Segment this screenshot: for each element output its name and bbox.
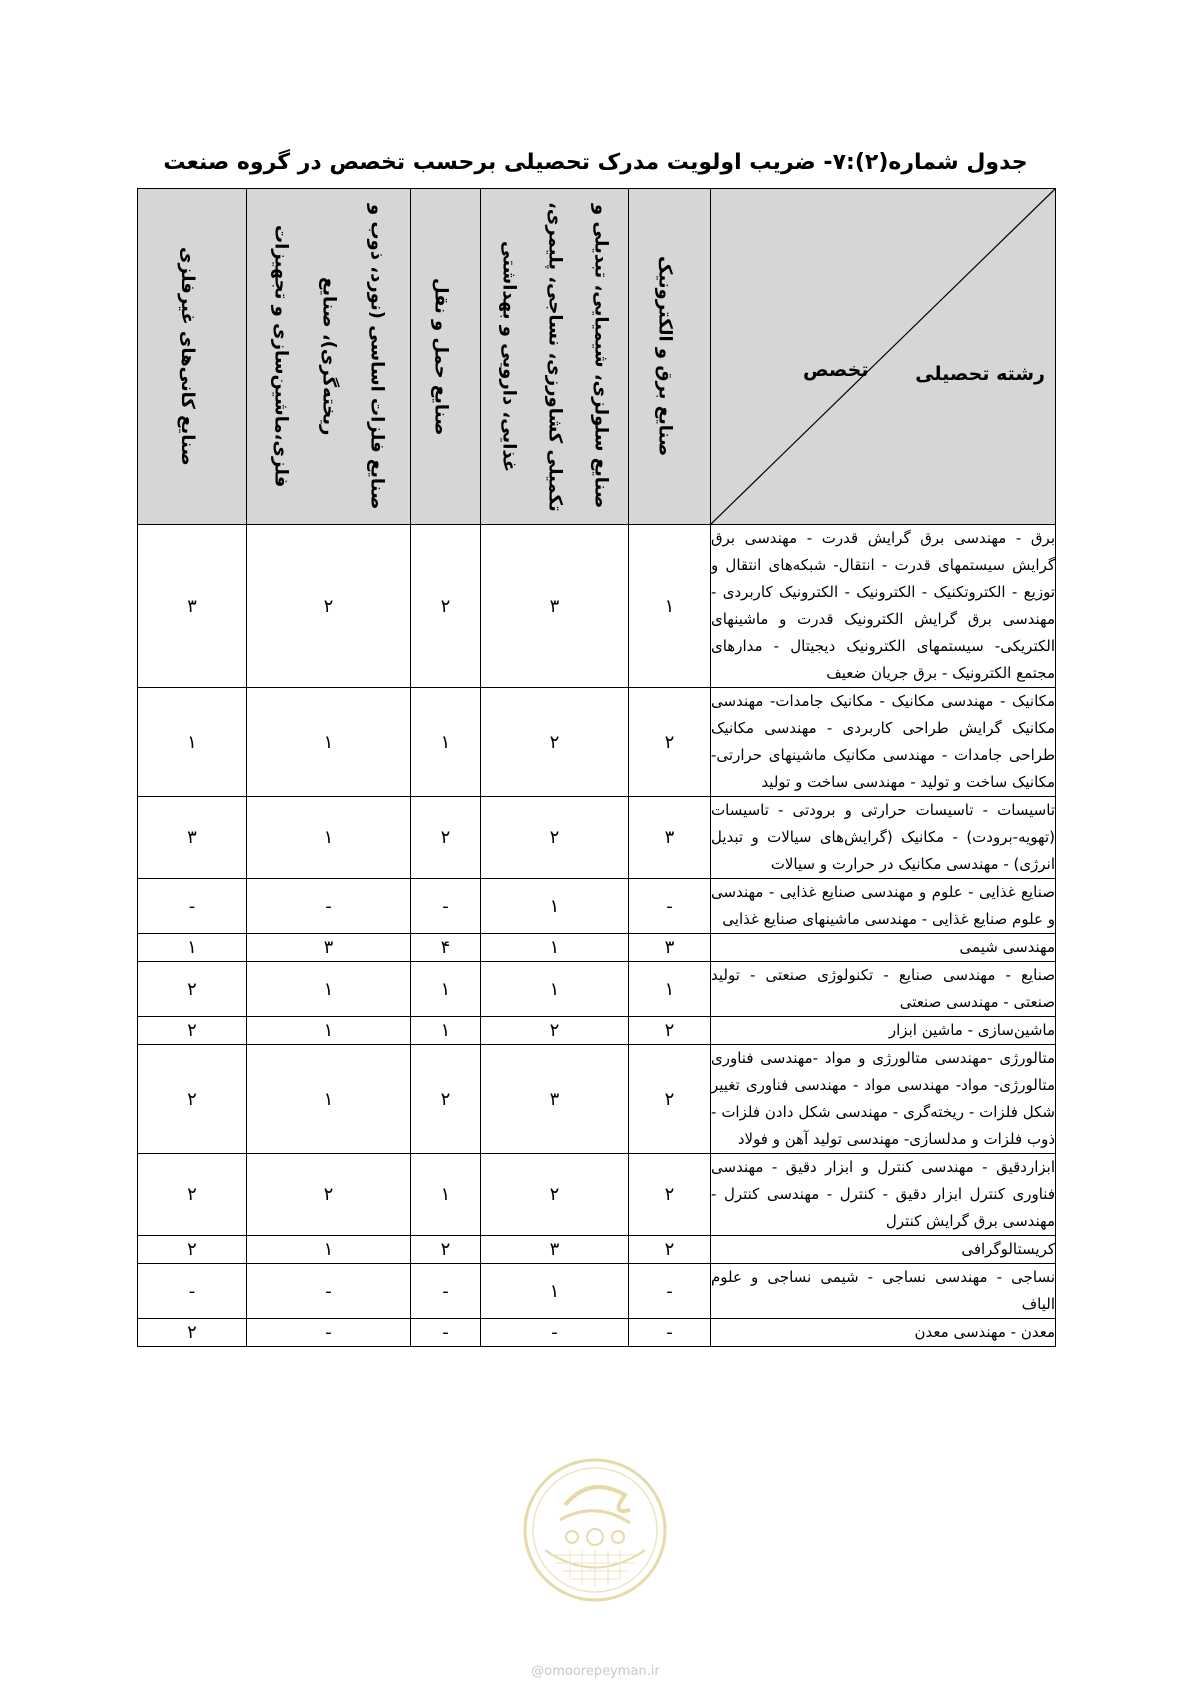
coefficient-cell: - [247, 1319, 411, 1347]
coefficient-cell: ۱ [481, 934, 629, 962]
corner-label-major: رشته تحصیلی [915, 363, 1045, 385]
major-cell: صنایع - مهندسی صنایع - تکنولوژی صنعتی - تولید صنعتی - مهندسی صنعتی [711, 962, 1056, 1017]
major-cell: ماشین‌سازی - ماشین ابزار [711, 1017, 1056, 1045]
coefficient-cell: ۲ [481, 797, 629, 879]
coefficient-cell: ۳ [481, 1236, 629, 1264]
coefficient-cell: ۳ [481, 1045, 629, 1154]
coefficient-cell: ۱ [629, 962, 711, 1017]
column-header-text: صنایع حمل و نقل [430, 277, 452, 436]
coefficient-cell: - [481, 1319, 629, 1347]
table-row [138, 962, 1056, 1017]
coefficient-cell: ۱ [411, 1154, 481, 1236]
coefficient-cell: ۳ [138, 525, 247, 688]
watermark-site-text: @omoorepeyman.ir [531, 1664, 660, 1679]
coefficient-cell: ۲ [138, 962, 247, 1017]
column-header-transport [411, 189, 481, 525]
coefficient-cell: - [411, 879, 481, 934]
table-row [138, 879, 1056, 934]
coefficient-cell: ۲ [411, 525, 481, 688]
coefficient-cell: ۱ [481, 879, 629, 934]
coefficient-cell: ۱ [481, 1264, 629, 1319]
table-row [138, 934, 1056, 962]
coefficient-cell: ۳ [629, 934, 711, 962]
coefficient-cell: - [629, 1264, 711, 1319]
table-title: جدول شماره(۲):۷- ضریب اولویت مدرک تحصیلی برحسب تخصص در گروه صنعت [163, 150, 1028, 175]
coefficient-cell: ۲ [138, 1154, 247, 1236]
coefficient-cell: ۱ [138, 934, 247, 962]
coefficient-cell: - [138, 879, 247, 934]
coefficient-cell: - [629, 1319, 711, 1347]
column-header-non-metallic-minerals [138, 189, 247, 525]
omoore-peyman-logo-watermark [520, 1455, 670, 1605]
coefficient-cell: ۲ [481, 1154, 629, 1236]
coefficient-cell: ۲ [411, 797, 481, 879]
coefficient-cell: ۱ [411, 962, 481, 1017]
table-row [138, 1319, 1056, 1347]
column-header-electrical [629, 189, 711, 525]
diagonal-line [711, 189, 1055, 524]
table-row [138, 797, 1056, 879]
table-row [138, 1017, 1056, 1045]
coefficient-cell: ۲ [138, 1045, 247, 1154]
major-cell: نساجی - مهندسی نساجی - شیمی نساجی و علوم الیاف [711, 1264, 1056, 1319]
coefficient-cell: ۲ [411, 1045, 481, 1154]
coefficient-cell: ۲ [138, 1319, 247, 1347]
coefficient-cell: ۲ [247, 525, 411, 688]
coefficient-cell: ۱ [411, 1017, 481, 1045]
major-cell: معدن - مهندسی معدن [711, 1319, 1056, 1347]
column-header-basic-metals [247, 189, 411, 525]
major-cell: برق - مهندسی برق گرایش قدرت - مهندسی برق گرایش سیستمهای قدرت - انتقال- شبکه‌های انتقال و توزیع - الکتروتکنیک - الکترونیک - الکترونیک کاربردی - مهندسی برق گرایش الکترونیک قدرت و ماشینهای الکتریکی- سیستمهای الکترونیک دیجیتال - مدارهای مجتمع الکترونیک - برق جریان ضعیف [711, 525, 1056, 688]
coefficient-cell: ۱ [481, 962, 629, 1017]
coefficient-cell: ۲ [629, 688, 711, 797]
coefficient-cell: ۱ [247, 797, 411, 879]
table-row [138, 1236, 1056, 1264]
coefficient-cell: - [138, 1264, 247, 1319]
table-row [138, 525, 1056, 688]
coefficient-cell: ۲ [411, 1236, 481, 1264]
coefficient-cell: ۱ [247, 962, 411, 1017]
coefficient-cell: ۱ [629, 525, 711, 688]
priority-table [137, 188, 1056, 1347]
column-header-text: صنایع فلزات اساسی (نورد، ذوب و ریخته‌گری)، صنایع فلزی،ماشین‌سازی و تجهیزات [270, 203, 388, 510]
coefficient-cell: ۳ [138, 797, 247, 879]
coefficient-cell: ۳ [481, 525, 629, 688]
coefficient-cell: ۲ [629, 1236, 711, 1264]
major-cell: صنایع غذایی - علوم و مهندسی صنایع غذایی - مهندسی و علوم صنایع غذایی - مهندسی ماشینهای صنایع غذایی [711, 879, 1056, 934]
coefficient-cell: - [411, 1319, 481, 1347]
column-header-text: صنایع سلولزی، شیمیایی، تبدیلی و تکمیلی کشاورزی، نساجی، پلیمری، غذایی، دارویی و بهداشتی [498, 201, 612, 512]
column-header-cellulose-chemical [481, 189, 629, 525]
coefficient-cell: ۲ [138, 1017, 247, 1045]
header-row [138, 189, 1056, 525]
coefficient-cell: ۱ [138, 688, 247, 797]
coefficient-cell: ۱ [247, 1236, 411, 1264]
coefficient-cell: ۲ [629, 1045, 711, 1154]
coefficient-cell: ۲ [629, 1154, 711, 1236]
major-cell: مهندسی شیمی [711, 934, 1056, 962]
coefficient-cell: ۲ [481, 1017, 629, 1045]
coefficient-cell: ۲ [247, 1154, 411, 1236]
corner-label-specialty: تخصص [803, 359, 869, 381]
major-cell: کریستالوگرافی [711, 1236, 1056, 1264]
coefficient-cell: ۲ [481, 688, 629, 797]
coefficient-cell: - [411, 1264, 481, 1319]
table-row [138, 1264, 1056, 1319]
table-row [138, 1154, 1056, 1236]
coefficient-cell: ۲ [138, 1236, 247, 1264]
coefficient-cell: ۲ [629, 1017, 711, 1045]
column-header-text: صنایع کانی‌های غیرفلزی [177, 247, 198, 466]
coefficient-cell: ۱ [247, 1045, 411, 1154]
coefficient-cell: ۱ [247, 688, 411, 797]
major-cell: مکانیک - مهندسی مکانیک - مکانیک جامدات- مهندسی مکانیک گرایش طراحی کاربردی - مهندسی مکانیک طراحی جامدات - مهندسی مکانیک ماشینهای حرارتی-مکانیک ساخت و تولید - مهندسی ساخت و تولید [711, 688, 1056, 797]
coefficient-cell: ۱ [411, 688, 481, 797]
table-row [138, 688, 1056, 797]
table-row [138, 1045, 1056, 1154]
coefficient-cell: ۳ [247, 934, 411, 962]
column-header-text: صنایع برق و الکترونیک [654, 256, 676, 457]
coefficient-cell: ۳ [629, 797, 711, 879]
coefficient-cell: - [247, 1264, 411, 1319]
major-cell: تاسیسات - تاسیسات حرارتی و برودتی - تاسیسات (تهویه-برودت) - مکانیک (گرایش‌های سیالات و تبدیل انرژی) - مهندسی مکانیک در حرارت و سیالات [711, 797, 1056, 879]
major-cell: ابزاردقیق - مهندسی کنترل و ابزار دقیق - مهندسی فناوری کنترل ابزار دقیق - کنترل - مهندسی کنترل - مهندسی برق گرایش کنترل [711, 1154, 1056, 1236]
major-cell: متالورژی -مهندسی متالورژی و مواد -مهندسی فناوری متالورژی- مواد- مهندسی مواد - مهندسی فناوری تغییر شکل فلزات - ریخته‌گری - مهندسی شکل دادن فلزات - ذوب فلزات و مدلسازی- مهندسی تولید آهن و فولاد [711, 1045, 1056, 1154]
coefficient-cell: - [247, 879, 411, 934]
coefficient-cell: - [629, 879, 711, 934]
coefficient-cell: ۱ [247, 1017, 411, 1045]
corner-header-cell [711, 189, 1056, 525]
coefficient-cell: ۴ [411, 934, 481, 962]
